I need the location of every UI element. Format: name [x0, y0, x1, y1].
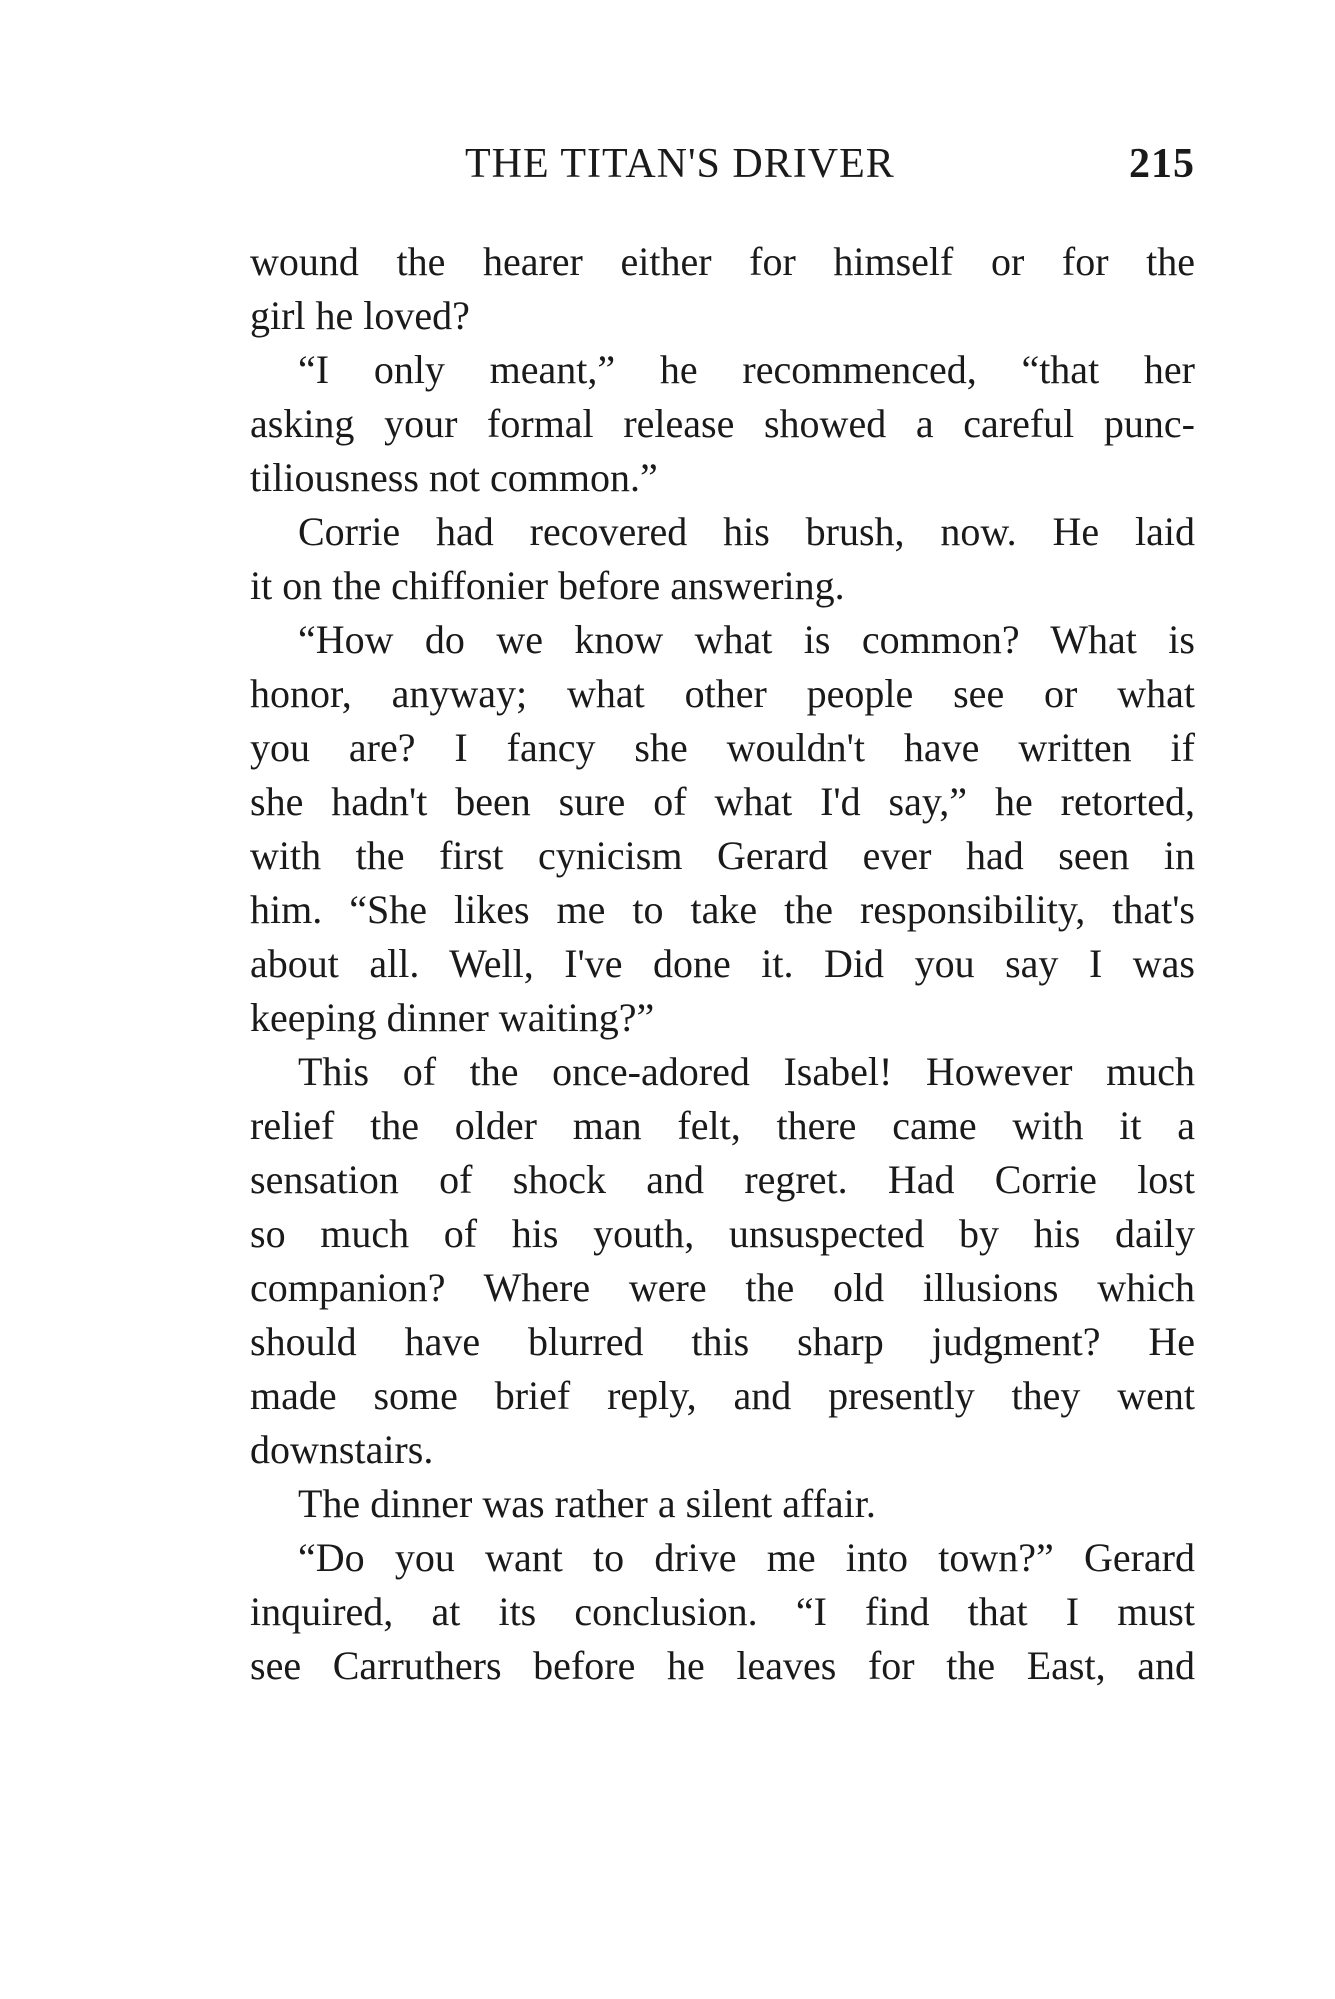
text-line: relief the older man felt, there came with it a	[250, 1103, 1195, 1148]
page-number: 215	[1129, 141, 1195, 187]
text-line: about all. Well, I've done it. Did you say I was	[250, 941, 1195, 986]
text-line: you are? I fancy she wouldn't have written if	[250, 725, 1195, 770]
text-line: The dinner was rather a silent affair.	[298, 1481, 876, 1526]
text-line: made some brief reply, and presently they went	[250, 1373, 1195, 1418]
text-line: asking your formal release showed a careful punc-	[250, 401, 1195, 446]
text-line: see Carruthers before he leaves for the East, and	[250, 1643, 1195, 1688]
text-line: should have blurred this sharp judgment? He	[250, 1319, 1195, 1364]
text-line: she hadn't been sure of what I'd say,” he retorted,	[250, 779, 1195, 824]
text-line: sensation of shock and regret. Had Corrie lost	[250, 1157, 1195, 1202]
text-line: “How do we know what is common? What is	[298, 617, 1195, 662]
text-line: “Do you want to drive me into town?” Gerard	[298, 1535, 1195, 1580]
text-line: honor, anyway; what other people see or what	[250, 671, 1195, 716]
running-title: THE TITAN'S DRIVER	[465, 141, 895, 187]
text-line: girl he loved?	[250, 293, 470, 338]
text-line: This of the once-adored Isabel! However much	[298, 1049, 1195, 1094]
text-line: him. “She likes me to take the responsibility, that's	[250, 887, 1195, 932]
text-line: downstairs.	[250, 1427, 434, 1472]
text-line: “I only meant,” he recommenced, “that her	[298, 347, 1195, 392]
text-line: inquired, at its conclusion. “I find that I must	[250, 1589, 1195, 1634]
text-line: so much of his youth, unsuspected by his daily	[250, 1211, 1195, 1256]
text-line: companion? Where were the old illusions which	[250, 1265, 1195, 1310]
running-head	[250, 140, 1195, 190]
text-line: keeping dinner waiting?”	[250, 995, 655, 1040]
text-line: it on the chiffonier before answering.	[250, 563, 845, 608]
text-line: with the first cynicism Gerard ever had seen in	[250, 833, 1195, 878]
body-text	[250, 235, 1195, 1693]
text-line: wound the hearer either for himself or for the	[250, 239, 1195, 284]
text-line: Corrie had recovered his brush, now. He laid	[298, 509, 1195, 554]
text-line: tiliousness not common.”	[250, 455, 658, 500]
